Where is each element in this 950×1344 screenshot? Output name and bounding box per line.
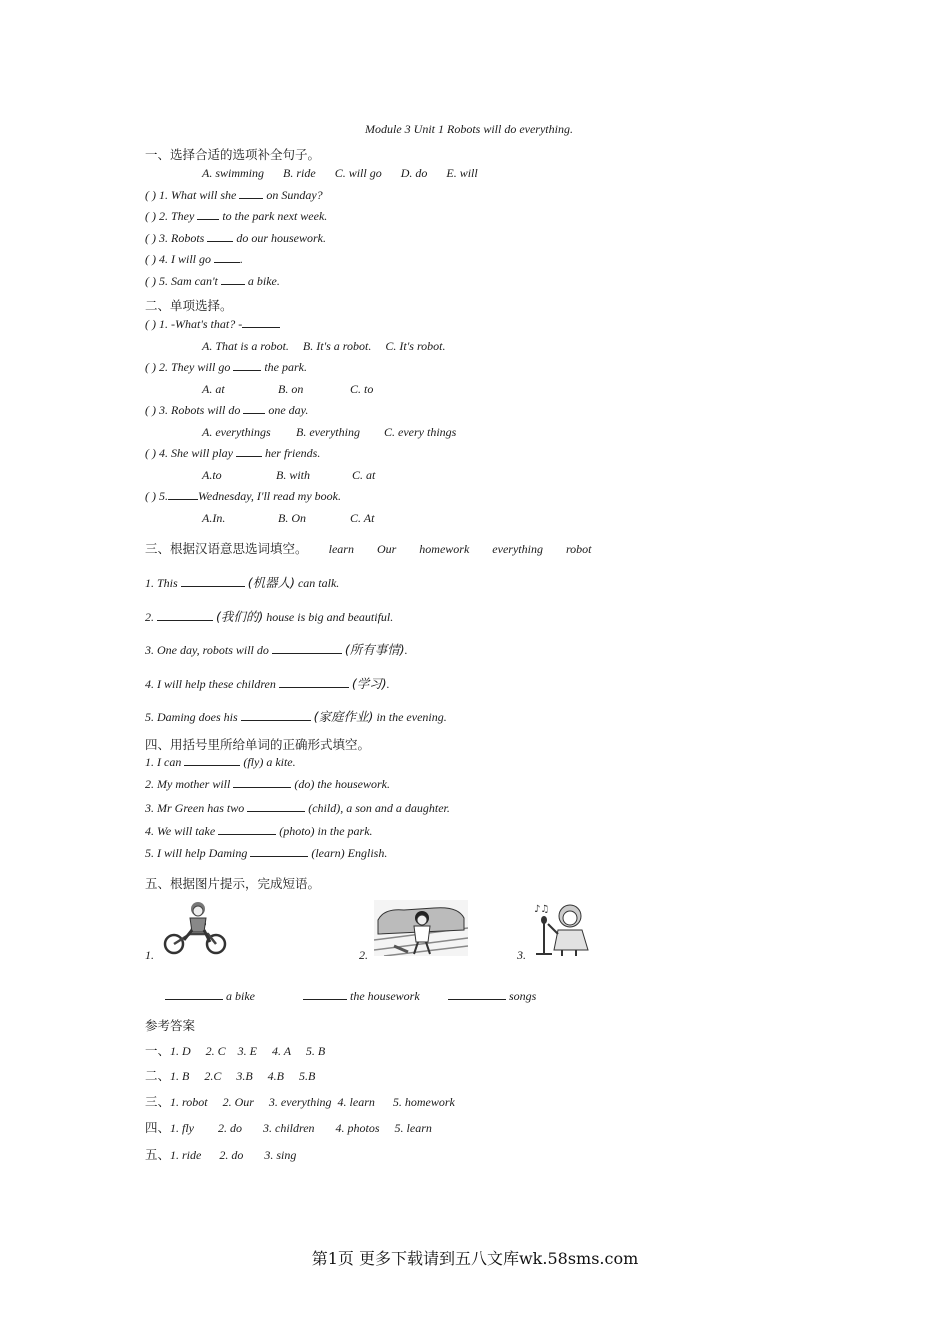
- s1-question-4: ( ) 4. I will go .: [145, 252, 243, 266]
- answer-line-2: 二、1. B 2.C 3.B 4.B 5.B: [145, 1068, 316, 1083]
- section-1-heading: 一、选择合适的选项补全句子。: [145, 147, 321, 162]
- girl-singing-picture: [532, 900, 594, 958]
- s2-question-1-options: A. That is a robot. B. It's a robot. C. It's robot.: [202, 339, 446, 353]
- s4-question-4: 4. We will take (photo) in the park.: [145, 824, 373, 838]
- section-4-heading: 四、用括号里所给单词的正确形式填空。: [145, 737, 371, 752]
- s2-question-1: ( ) 1. -What's that? -: [145, 317, 280, 332]
- s4-question-5: 5. I will help Daming (learn) English.: [145, 846, 388, 860]
- svg-text:♪♫: ♪♫: [534, 904, 550, 915]
- boy-riding-bike-picture: [160, 900, 232, 956]
- s4-question-3: 3. Mr Green has two (child), a son and a daughter.: [145, 801, 450, 815]
- section-5-heading: 五、根据图片提示，完成短语。: [145, 876, 321, 891]
- s1-question-2: ( ) 2. They to the park next week.: [145, 209, 328, 223]
- answer-line-1: 一、1. D 2. C 3. E 4. A 5. B: [145, 1043, 326, 1058]
- s1-question-3: ( ) 3. Robots do our housework.: [145, 231, 326, 245]
- phrase-1: a bike: [165, 989, 255, 1004]
- phrase-3: songs: [448, 989, 536, 1004]
- s3-question-2: 2. (我们的) house is big and beautiful.: [145, 609, 394, 624]
- s1-question-1: ( ) 1. What will she on Sunday?: [145, 188, 323, 202]
- answers-heading: 参考答案: [145, 1018, 196, 1033]
- phrase-2: the housework: [303, 989, 420, 1004]
- page-title: Module 3 Unit 1 Robots will do everything.: [365, 122, 573, 136]
- s4-question-2: 2. My mother will (do) the housework.: [145, 777, 390, 791]
- s3-question-3: 3. One day, robots will do (所有事情).: [145, 642, 408, 657]
- page-footer: 第1页 更多下载请到五八文库wk.58sms.com: [311, 1249, 639, 1268]
- s2-question-2-options: A. at B. on C. to: [202, 382, 374, 396]
- option: B. ride: [283, 166, 316, 180]
- option: D. do: [400, 166, 428, 180]
- section-1-options: [202, 166, 478, 181]
- s3-question-5: 5. Daming does his (家庭作业) in the evening.: [145, 709, 447, 724]
- s2-question-4: ( ) 4. She will play her friends.: [145, 446, 321, 460]
- option: C. will go: [334, 166, 382, 180]
- answer-line-3: 三、1. robot 2. Our 3. everything 4. learn 5. homework: [145, 1094, 455, 1109]
- picture-number-1: 1.: [145, 948, 154, 962]
- answer-line-5: 五、1. ride 2. do 3. sing: [145, 1147, 297, 1162]
- s2-question-5-options: A.In. B. On C. At: [202, 511, 375, 525]
- picture-number-2: 2.: [359, 948, 368, 962]
- section-3-heading: 三、根据汉语意思选词填空。: [145, 541, 308, 556]
- boy-doing-housework-picture: [374, 900, 468, 956]
- option: E. will: [446, 166, 478, 180]
- option: A. swimming: [202, 166, 265, 180]
- s3-question-1: 1. This (机器人) can talk.: [145, 575, 340, 590]
- word-bank: learn Our homework everything robot: [328, 542, 592, 556]
- s4-question-1: 1. I can (fly) a kite.: [145, 755, 296, 769]
- s2-question-4-options: A.to B. with C. at: [202, 468, 376, 482]
- picture-number-3: 3.: [517, 948, 526, 962]
- s2-question-3: ( ) 3. Robots will do one day.: [145, 403, 309, 417]
- section-2-heading: 二、单项选择。: [145, 298, 233, 313]
- s2-question-3-options: A. everythings B. everything C. every things: [202, 425, 457, 439]
- section-3-heading-row: [145, 538, 592, 557]
- s1-question-5: ( ) 5. Sam can't a bike.: [145, 274, 280, 288]
- answer-line-4: 四、1. fly 2. do 3. children 4. photos 5. learn: [145, 1120, 432, 1135]
- s2-question-5: ( ) 5. Wednesday, I'll read my book.: [145, 489, 341, 503]
- s3-question-4: 4. I will help these children (学习).: [145, 676, 390, 691]
- s2-question-2: ( ) 2. They will go the park.: [145, 360, 307, 374]
